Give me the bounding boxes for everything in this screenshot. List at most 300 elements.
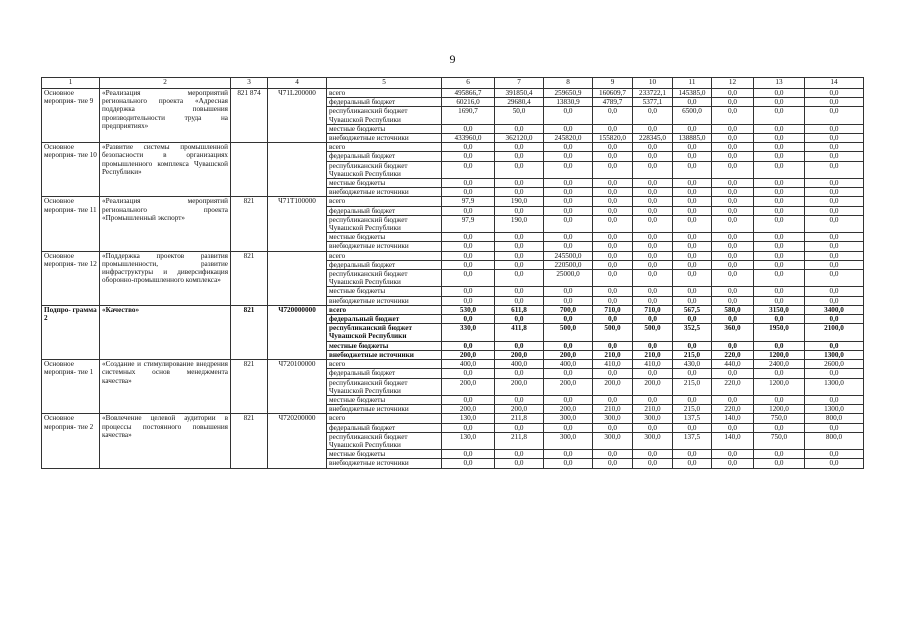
amount-cell: 440,0: [712, 360, 754, 369]
amount-cell: 495866,7: [442, 89, 495, 98]
amount-cell: 0,0: [442, 395, 495, 404]
activity-name: Основное мероприя- тие 1: [42, 360, 100, 414]
activity-name: Основное мероприя- тие 12: [42, 251, 100, 305]
amount-cell: 0,0: [673, 423, 712, 432]
amount-cell: 0,0: [593, 315, 633, 324]
amount-cell: 0,0: [633, 270, 673, 287]
amount-cell: 0,0: [805, 161, 864, 178]
amount-cell: 0,0: [754, 179, 805, 188]
amount-cell: 0,0: [673, 233, 712, 242]
funding-source: республиканский бюджет Чувашской Республики: [327, 161, 442, 178]
amount-cell: 0,0: [633, 233, 673, 242]
amount-cell: 0,0: [544, 161, 593, 178]
funding-source: местные бюджеты: [327, 450, 442, 459]
amount-cell: 0,0: [442, 296, 495, 305]
budget-code: [268, 143, 327, 197]
amount-cell: 0,0: [805, 287, 864, 296]
amount-cell: 0,0: [673, 395, 712, 404]
amount-cell: 200,0: [495, 378, 544, 395]
amount-cell: 210,0: [633, 405, 673, 414]
amount-cell: 0,0: [593, 152, 633, 161]
amount-cell: 97,9: [442, 215, 495, 232]
amount-cell: 0,0: [712, 179, 754, 188]
amount-cell: 0,0: [673, 287, 712, 296]
amount-cell: 0,0: [754, 206, 805, 215]
amount-cell: 0,0: [754, 296, 805, 305]
amount-cell: 0,0: [633, 296, 673, 305]
amount-cell: 0,0: [712, 270, 754, 287]
amount-cell: 0,0: [712, 260, 754, 269]
column-number-14: 14: [805, 78, 864, 89]
amount-cell: 0,0: [805, 459, 864, 468]
column-number-7: 7: [495, 78, 544, 89]
budget-code: Ч720200000: [268, 414, 327, 468]
amount-cell: 0,0: [712, 369, 754, 378]
amount-cell: 0,0: [805, 395, 864, 404]
amount-cell: 0,0: [673, 124, 712, 133]
amount-cell: 200,0: [633, 378, 673, 395]
amount-cell: 362120,0: [495, 134, 544, 143]
amount-cell: 1300,0: [805, 405, 864, 414]
amount-cell: 0,0: [442, 124, 495, 133]
amount-cell: 3150,0: [754, 305, 805, 314]
amount-cell: 0,0: [673, 296, 712, 305]
activity-description: «Создание и стимулирование внедрения системных основ менеджмента качества»: [100, 360, 231, 414]
amount-cell: 0,0: [442, 450, 495, 459]
budget-code: Ч71L200000: [268, 89, 327, 143]
amount-cell: 0,0: [442, 369, 495, 378]
amount-cell: 0,0: [633, 143, 673, 152]
amount-cell: 0,0: [673, 179, 712, 188]
amount-cell: 0,0: [805, 134, 864, 143]
amount-cell: 1200,0: [754, 350, 805, 359]
amount-cell: 0,0: [754, 134, 805, 143]
amount-cell: 0,0: [593, 341, 633, 350]
amount-cell: 228345,0: [633, 134, 673, 143]
amount-cell: 0,0: [754, 188, 805, 197]
amount-cell: 2400,0: [754, 360, 805, 369]
amount-cell: 137,5: [673, 414, 712, 423]
amount-cell: 60216,0: [442, 98, 495, 107]
amount-cell: 0,0: [495, 188, 544, 197]
amount-cell: 0,0: [805, 188, 864, 197]
funding-source: федеральный бюджет: [327, 260, 442, 269]
amount-cell: 0,0: [544, 124, 593, 133]
budget-code: [268, 251, 327, 305]
amount-cell: 0,0: [805, 341, 864, 350]
amount-cell: 0,0: [754, 270, 805, 287]
amount-cell: 130,0: [442, 432, 495, 449]
funding-source: всего: [327, 197, 442, 206]
grbs-code: 821: [231, 251, 268, 305]
amount-cell: 0,0: [754, 315, 805, 324]
amount-cell: 0,0: [673, 143, 712, 152]
funding-source: федеральный бюджет: [327, 423, 442, 432]
amount-cell: 0,0: [593, 251, 633, 260]
amount-cell: 0,0: [805, 179, 864, 188]
amount-cell: 0,0: [805, 143, 864, 152]
amount-cell: 0,0: [673, 315, 712, 324]
amount-cell: 0,0: [805, 260, 864, 269]
grbs-code: [231, 143, 268, 197]
funding-source: внебюджетные источники: [327, 134, 442, 143]
funding-source: всего: [327, 360, 442, 369]
amount-cell: 360,0: [712, 324, 754, 341]
amount-cell: 0,0: [712, 233, 754, 242]
amount-cell: 0,0: [544, 450, 593, 459]
amount-cell: 0,0: [633, 251, 673, 260]
amount-cell: 0,0: [593, 124, 633, 133]
activity-description: «Вовлечение целевой аудитории в процессы постоянного повышения качества»: [100, 414, 231, 468]
amount-cell: 0,0: [673, 197, 712, 206]
amount-cell: 200,0: [495, 350, 544, 359]
funding-source: федеральный бюджет: [327, 315, 442, 324]
amount-cell: 210,0: [633, 350, 673, 359]
amount-cell: 0,0: [593, 242, 633, 251]
amount-cell: 0,0: [495, 152, 544, 161]
table-body: [42, 78, 864, 469]
amount-cell: 0,0: [633, 450, 673, 459]
column-number-6: 6: [442, 78, 495, 89]
amount-cell: 1200,0: [754, 405, 805, 414]
amount-cell: 211,8: [495, 414, 544, 423]
funding-source: местные бюджеты: [327, 233, 442, 242]
amount-cell: 0,0: [754, 341, 805, 350]
budget-code: Ч720000000: [268, 305, 327, 359]
amount-cell: 0,0: [805, 215, 864, 232]
amount-cell: 0,0: [544, 423, 593, 432]
amount-cell: 0,0: [633, 215, 673, 232]
amount-cell: 500,0: [544, 324, 593, 341]
amount-cell: 0,0: [495, 296, 544, 305]
amount-cell: 215,0: [673, 378, 712, 395]
amount-cell: 0,0: [593, 369, 633, 378]
amount-cell: 0,0: [442, 287, 495, 296]
column-number-2: 2: [100, 78, 231, 89]
activity-description: «Реализация мероприятий регионального проекта «Промышленный экспорт»: [100, 197, 231, 251]
amount-cell: 0,0: [495, 270, 544, 287]
amount-cell: 220500,0: [544, 260, 593, 269]
amount-cell: 211,8: [495, 432, 544, 449]
amount-cell: 0,0: [754, 423, 805, 432]
amount-cell: 0,0: [442, 179, 495, 188]
amount-cell: 0,0: [593, 296, 633, 305]
amount-cell: 0,0: [805, 89, 864, 98]
amount-cell: 1200,0: [754, 378, 805, 395]
amount-cell: 5377,1: [633, 98, 673, 107]
activity-name: Основное мероприя- тие 11: [42, 197, 100, 251]
amount-cell: 0,0: [593, 423, 633, 432]
amount-cell: 13830,9: [544, 98, 593, 107]
grbs-code: 821: [231, 360, 268, 414]
amount-cell: 0,0: [495, 315, 544, 324]
amount-cell: 200,0: [442, 378, 495, 395]
amount-cell: 0,0: [593, 450, 633, 459]
amount-cell: 1690,7: [442, 107, 495, 124]
amount-cell: 0,0: [593, 179, 633, 188]
amount-cell: 25000,0: [544, 270, 593, 287]
amount-cell: 0,0: [712, 215, 754, 232]
amount-cell: 2100,0: [805, 324, 864, 341]
amount-cell: 200,0: [442, 405, 495, 414]
amount-cell: 0,0: [805, 98, 864, 107]
amount-cell: 0,0: [673, 242, 712, 251]
amount-cell: 0,0: [593, 161, 633, 178]
amount-cell: 0,0: [593, 107, 633, 124]
funding-source: федеральный бюджет: [327, 98, 442, 107]
amount-cell: 0,0: [633, 107, 673, 124]
amount-cell: 0,0: [712, 395, 754, 404]
funding-source: республиканский бюджет Чувашской Республики: [327, 215, 442, 232]
amount-cell: 0,0: [442, 233, 495, 242]
amount-cell: 0,0: [805, 270, 864, 287]
amount-cell: 0,0: [442, 251, 495, 260]
amount-cell: 0,0: [754, 251, 805, 260]
amount-cell: 0,0: [544, 152, 593, 161]
amount-cell: 411,8: [495, 324, 544, 341]
amount-cell: 0,0: [754, 369, 805, 378]
amount-cell: 0,0: [754, 197, 805, 206]
funding-source: всего: [327, 305, 442, 314]
budget-code: Ч71Т100000: [268, 197, 327, 251]
amount-cell: 0,0: [712, 89, 754, 98]
amount-cell: 0,0: [593, 260, 633, 269]
funding-source: федеральный бюджет: [327, 206, 442, 215]
amount-cell: 0,0: [633, 124, 673, 133]
amount-cell: 0,0: [442, 188, 495, 197]
amount-cell: 0,0: [754, 107, 805, 124]
amount-cell: 0,0: [712, 152, 754, 161]
amount-cell: 155820,0: [593, 134, 633, 143]
amount-cell: 567,5: [673, 305, 712, 314]
amount-cell: 0,0: [544, 395, 593, 404]
funding-source: местные бюджеты: [327, 287, 442, 296]
funding-source: всего: [327, 89, 442, 98]
amount-cell: 0,0: [593, 188, 633, 197]
amount-cell: 0,0: [754, 152, 805, 161]
funding-source: республиканский бюджет Чувашской Республики: [327, 378, 442, 395]
amount-cell: 0,0: [805, 369, 864, 378]
page-number: 9: [449, 52, 456, 66]
amount-cell: 190,0: [495, 215, 544, 232]
amount-cell: 0,0: [442, 260, 495, 269]
amount-cell: 0,0: [495, 423, 544, 432]
amount-cell: 0,0: [495, 260, 544, 269]
funding-source: всего: [327, 414, 442, 423]
amount-cell: 0,0: [633, 315, 673, 324]
amount-cell: 300,0: [633, 414, 673, 423]
amount-cell: 1300,0: [805, 350, 864, 359]
funding-source: всего: [327, 251, 442, 260]
amount-cell: 0,0: [495, 206, 544, 215]
activity-name: Основное мероприя- тие 2: [42, 414, 100, 468]
amount-cell: 0,0: [712, 242, 754, 251]
column-number-13: 13: [754, 78, 805, 89]
amount-cell: 0,0: [593, 197, 633, 206]
amount-cell: 233722,1: [633, 89, 673, 98]
budget-code: Ч720100000: [268, 360, 327, 414]
funding-source: местные бюджеты: [327, 395, 442, 404]
amount-cell: 0,0: [544, 287, 593, 296]
amount-cell: 300,0: [633, 432, 673, 449]
amount-cell: 0,0: [712, 188, 754, 197]
amount-cell: 0,0: [544, 233, 593, 242]
amount-cell: 710,0: [633, 305, 673, 314]
column-number-11: 11: [673, 78, 712, 89]
amount-cell: 0,0: [495, 450, 544, 459]
amount-cell: 220,0: [712, 405, 754, 414]
amount-cell: 580,0: [712, 305, 754, 314]
amount-cell: 0,0: [442, 423, 495, 432]
amount-cell: 750,0: [754, 432, 805, 449]
amount-cell: 0,0: [754, 124, 805, 133]
amount-cell: 800,0: [805, 414, 864, 423]
amount-cell: 0,0: [805, 251, 864, 260]
amount-cell: 0,0: [673, 260, 712, 269]
amount-cell: 245500,0: [544, 251, 593, 260]
amount-cell: 0,0: [673, 369, 712, 378]
amount-cell: 0,0: [495, 287, 544, 296]
amount-cell: 0,0: [442, 152, 495, 161]
amount-cell: 0,0: [495, 143, 544, 152]
amount-cell: 200,0: [544, 405, 593, 414]
amount-cell: 210,0: [593, 405, 633, 414]
table-row: [42, 197, 864, 206]
amount-cell: 0,0: [544, 215, 593, 232]
column-number-10: 10: [633, 78, 673, 89]
activity-description: «Поддержка проектов развития промышленности, развитие инфраструктуры и диверсификация оборонно-промышленного комплекса»: [100, 251, 231, 305]
amount-cell: 0,0: [633, 197, 673, 206]
amount-cell: 0,0: [495, 341, 544, 350]
amount-cell: 0,0: [593, 270, 633, 287]
amount-cell: 0,0: [633, 287, 673, 296]
amount-cell: 0,0: [712, 134, 754, 143]
amount-cell: 0,0: [805, 233, 864, 242]
amount-cell: 0,0: [495, 179, 544, 188]
amount-cell: 215,0: [673, 405, 712, 414]
amount-cell: 0,0: [633, 242, 673, 251]
funding-source: федеральный бюджет: [327, 152, 442, 161]
amount-cell: 0,0: [754, 215, 805, 232]
amount-cell: 0,0: [754, 287, 805, 296]
amount-cell: 0,0: [673, 98, 712, 107]
activity-description: «Реализация мероприятий регионального проекта «Адресная поддержка повышения производительности труда на предприятиях»: [100, 89, 231, 143]
amount-cell: 6500,0: [673, 107, 712, 124]
amount-cell: 200,0: [495, 405, 544, 414]
activity-description: «Качество»: [100, 305, 231, 359]
amount-cell: 130,0: [442, 414, 495, 423]
amount-cell: 0,0: [673, 459, 712, 468]
table-row: [42, 414, 864, 423]
funding-source: местные бюджеты: [327, 179, 442, 188]
amount-cell: 500,0: [633, 324, 673, 341]
amount-cell: 0,0: [442, 315, 495, 324]
amount-cell: 0,0: [712, 459, 754, 468]
amount-cell: 0,0: [754, 233, 805, 242]
funding-source: местные бюджеты: [327, 341, 442, 350]
amount-cell: 0,0: [805, 242, 864, 251]
table-row: [42, 305, 864, 314]
funding-source: республиканский бюджет Чувашской Республики: [327, 270, 442, 287]
amount-cell: 215,0: [673, 350, 712, 359]
amount-cell: 200,0: [442, 350, 495, 359]
budget-table: [41, 77, 864, 469]
amount-cell: 0,0: [544, 107, 593, 124]
amount-cell: 0,0: [673, 161, 712, 178]
amount-cell: 800,0: [805, 432, 864, 449]
funding-source: внебюджетные источники: [327, 350, 442, 359]
amount-cell: 210,0: [593, 350, 633, 359]
amount-cell: 0,0: [495, 369, 544, 378]
amount-cell: 0,0: [544, 179, 593, 188]
amount-cell: 0,0: [544, 459, 593, 468]
table-row: [42, 143, 864, 152]
amount-cell: 0,0: [442, 161, 495, 178]
amount-cell: 200,0: [593, 378, 633, 395]
amount-cell: 330,0: [442, 324, 495, 341]
amount-cell: 400,0: [544, 360, 593, 369]
amount-cell: 0,0: [754, 161, 805, 178]
amount-cell: 0,0: [805, 206, 864, 215]
amount-cell: 0,0: [633, 369, 673, 378]
table-row: [42, 251, 864, 260]
amount-cell: 0,0: [442, 143, 495, 152]
amount-cell: 0,0: [633, 341, 673, 350]
amount-cell: 0,0: [805, 315, 864, 324]
amount-cell: 0,0: [712, 143, 754, 152]
activity-description: «Развитие системы промышленной безопасности в организациях промышленного комплекса Чувашской Республики»: [100, 143, 231, 197]
amount-cell: 611,8: [495, 305, 544, 314]
amount-cell: 0,0: [712, 107, 754, 124]
amount-cell: 0,0: [544, 206, 593, 215]
amount-cell: 0,0: [593, 287, 633, 296]
amount-cell: 0,0: [442, 206, 495, 215]
amount-cell: 300,0: [593, 414, 633, 423]
amount-cell: 0,0: [712, 287, 754, 296]
amount-cell: 391850,4: [495, 89, 544, 98]
amount-cell: 0,0: [754, 459, 805, 468]
amount-cell: 0,0: [805, 197, 864, 206]
amount-cell: 0,0: [712, 296, 754, 305]
amount-cell: 220,0: [712, 350, 754, 359]
funding-source: внебюджетные источники: [327, 296, 442, 305]
amount-cell: 0,0: [633, 423, 673, 432]
amount-cell: 0,0: [442, 459, 495, 468]
amount-cell: 710,0: [593, 305, 633, 314]
amount-cell: 1300,0: [805, 378, 864, 395]
amount-cell: 0,0: [495, 242, 544, 251]
funding-source: внебюджетные источники: [327, 459, 442, 468]
amount-cell: 0,0: [805, 124, 864, 133]
column-number-3: 3: [231, 78, 268, 89]
funding-source: всего: [327, 143, 442, 152]
amount-cell: 0,0: [805, 450, 864, 459]
amount-cell: 0,0: [593, 395, 633, 404]
amount-cell: 0,0: [495, 459, 544, 468]
amount-cell: 0,0: [805, 107, 864, 124]
amount-cell: 0,0: [544, 188, 593, 197]
amount-cell: 0,0: [673, 341, 712, 350]
amount-cell: 50,0: [495, 107, 544, 124]
amount-cell: 0,0: [754, 89, 805, 98]
amount-cell: 0,0: [712, 251, 754, 260]
amount-cell: 0,0: [544, 242, 593, 251]
amount-cell: 300,0: [544, 432, 593, 449]
amount-cell: 0,0: [633, 459, 673, 468]
amount-cell: 0,0: [712, 161, 754, 178]
amount-cell: 433960,0: [442, 134, 495, 143]
amount-cell: 200,0: [544, 350, 593, 359]
